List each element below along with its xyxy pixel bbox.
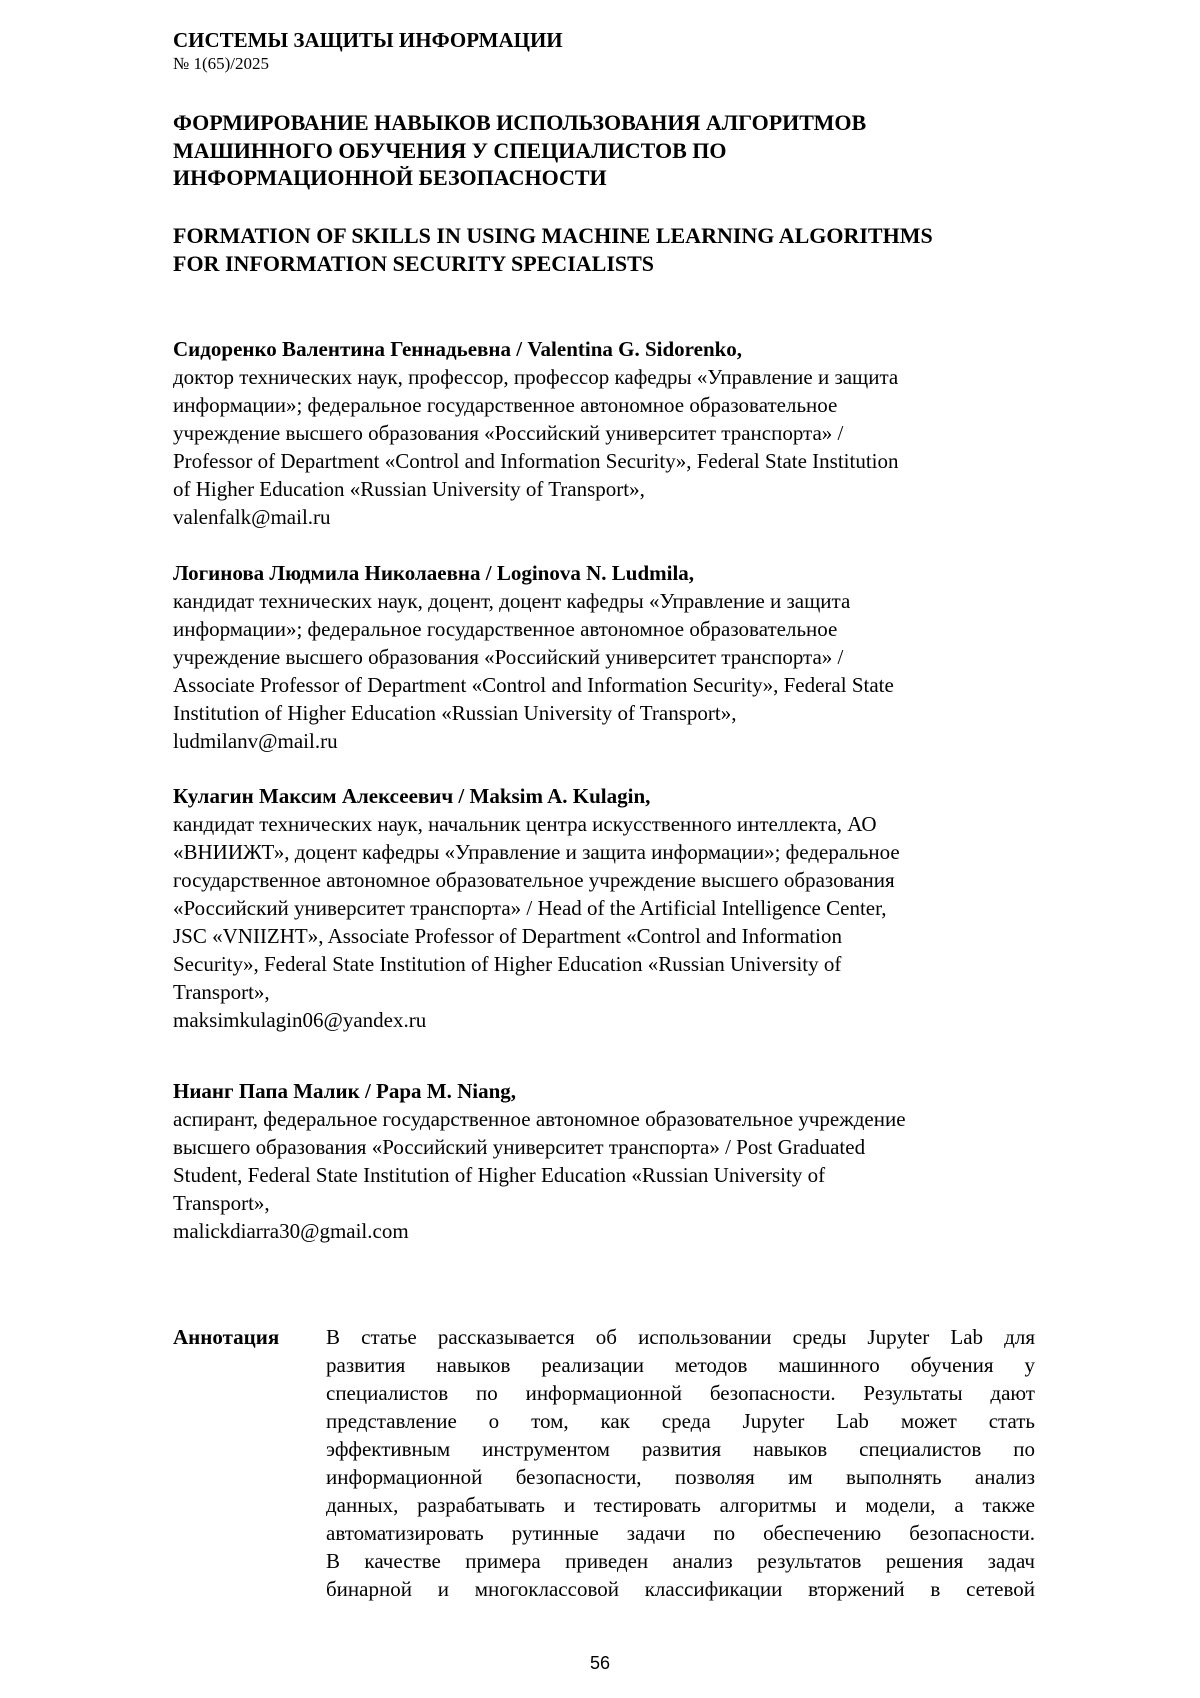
author-email: malickdiarra30@gmail.com [173, 1217, 906, 1245]
author-name: Сидоренко Валентина Геннадьевна / Valentina G. Sidorenko, [173, 335, 899, 363]
author-affiliation-line: государственное автономное образовательное учреждение высшего образования [173, 866, 900, 894]
journal-issue: № 1(65)/2025 [173, 53, 269, 75]
abstract-line: представление о том, как среда Jupyter Lab может стать [326, 1407, 1035, 1435]
author-block-sidorenko [173, 335, 899, 531]
author-affiliation-line: Institution of Higher Education «Russian University of Transport», [173, 699, 894, 727]
author-affiliation-line: доктор технических наук, профессор, профессор кафедры «Управление и защита [173, 363, 899, 391]
abstract-line: В качестве примера приведен анализ результатов решения задач [326, 1547, 1035, 1575]
author-affiliation-line: of Higher Education «Russian University of Transport», [173, 475, 899, 503]
title-line: FOR INFORMATION SECURITY SPECIALISTS [173, 250, 933, 278]
abstract-text [326, 1323, 1035, 1603]
author-block-kulagin [173, 782, 900, 1034]
title-english [173, 222, 933, 277]
abstract-line: данных, разрабатывать и тестировать алгоритмы и модели, а также [326, 1491, 1035, 1519]
author-block-niang [173, 1077, 906, 1245]
author-affiliation-line: Transport», [173, 978, 900, 1006]
author-email: valenfalk@mail.ru [173, 503, 899, 531]
author-affiliation-line: кандидат технических наук, начальник центра искусственного интеллекта, АО [173, 810, 900, 838]
author-affiliation-line: Transport», [173, 1189, 906, 1217]
author-affiliation-line: Professor of Department «Control and Information Security», Federal State Institution [173, 447, 899, 475]
page-number: 56 [0, 1652, 1200, 1674]
author-affiliation-line: высшего образования «Российский университет транспорта» / Post Graduated [173, 1133, 906, 1161]
abstract-line: эффективным инструментом развития навыков специалистов по [326, 1435, 1035, 1463]
journal-page [0, 0, 1200, 1698]
author-name: Логинова Людмила Николаевна / Loginova N. Ludmila, [173, 559, 894, 587]
abstract-line: информационной безопасности, позволяя им выполнять анализ [326, 1463, 1035, 1491]
author-email: maksimkulagin06@yandex.ru [173, 1006, 900, 1034]
abstract-line: развития навыков реализации методов машинного обучения у [326, 1351, 1035, 1379]
title-line: ФОРМИРОВАНИЕ НАВЫКОВ ИСПОЛЬЗОВАНИЯ АЛГОРИТМОВ [173, 109, 866, 137]
title-line: FORMATION OF SKILLS IN USING MACHINE LEARNING ALGORITHMS [173, 222, 933, 250]
journal-name: СИСТЕМЫ ЗАЩИТЫ ИНФОРМАЦИИ [173, 27, 563, 53]
author-affiliation-line: «ВНИИЖТ», доцент кафедры «Управление и защита информации»; федеральное [173, 838, 900, 866]
title-russian [173, 109, 866, 192]
author-affiliation-line: информации»; федеральное государственное автономное образовательное [173, 391, 899, 419]
abstract-label: Аннотация [173, 1323, 279, 1351]
author-name: Нианг Папа Малик / Papa M. Niang, [173, 1077, 906, 1105]
author-affiliation-line: Associate Professor of Department «Control and Information Security», Federal State [173, 671, 894, 699]
author-affiliation-line: кандидат технических наук, доцент, доцент кафедры «Управление и защита [173, 587, 894, 615]
author-affiliation-line: «Российский университет транспорта» / Head of the Artificial Intelligence Center, [173, 894, 900, 922]
author-affiliation-line: учреждение высшего образования «Российский университет транспорта» / [173, 643, 894, 671]
abstract-line: автоматизировать рутинные задачи по обеспечению безопасности. [326, 1519, 1035, 1547]
author-email: ludmilanv@mail.ru [173, 727, 894, 755]
author-affiliation-line: информации»; федеральное государственное автономное образовательное [173, 615, 894, 643]
author-affiliation-line: JSC «VNIIZHT», Associate Professor of Department «Control and Information [173, 922, 900, 950]
author-affiliation-line: аспирант, федеральное государственное автономное образовательное учреждение [173, 1105, 906, 1133]
author-affiliation-line: Security», Federal State Institution of Higher Education «Russian University of [173, 950, 900, 978]
title-line: ИНФОРМАЦИОННОЙ БЕЗОПАСНОСТИ [173, 164, 866, 192]
author-name: Кулагин Максим Алексеевич / Maksim A. Kulagin, [173, 782, 900, 810]
author-affiliation-line: учреждение высшего образования «Российский университет транспорта» / [173, 419, 899, 447]
title-line: МАШИННОГО ОБУЧЕНИЯ У СПЕЦИАЛИСТОВ ПО [173, 137, 866, 165]
author-affiliation-line: Student, Federal State Institution of Higher Education «Russian University of [173, 1161, 906, 1189]
abstract-line: В статье рассказывается об использовании среды Jupyter Lab для [326, 1323, 1035, 1351]
abstract-line: специалистов по информационной безопасности. Результаты дают [326, 1379, 1035, 1407]
author-block-loginova [173, 559, 894, 755]
abstract-line: бинарной и многоклассовой классификации вторжений в сетевой [326, 1575, 1035, 1603]
